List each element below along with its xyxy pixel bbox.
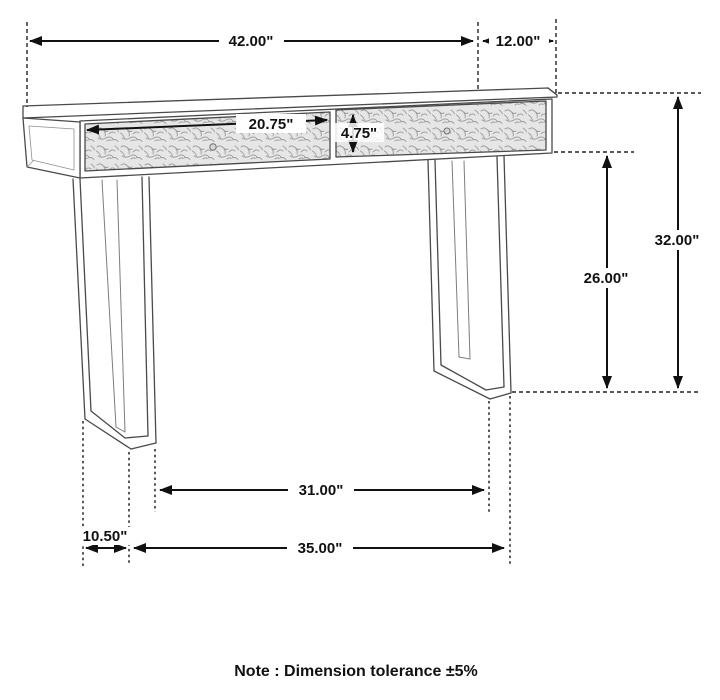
right-drawer-knob: [444, 128, 450, 134]
left-leg: [73, 177, 156, 449]
overall-height-label: 32.00": [654, 232, 700, 249]
left-drawer-knob: [210, 144, 216, 150]
inner-leg-span-label: 31.00": [298, 482, 344, 499]
top-width-label: 42.00": [228, 33, 274, 50]
outer-leg-span-label: 35.00": [297, 540, 343, 557]
right-leg: [428, 156, 511, 399]
tolerance-note: Note : Dimension tolerance ±5%: [234, 663, 478, 680]
leg-depth-label: 10.50": [82, 528, 128, 545]
clearance-height-label: 26.00": [583, 270, 629, 287]
drawer-width-label: 20.75": [248, 116, 294, 133]
table-sketch: [23, 88, 557, 449]
side-depth-label: 12.00": [495, 33, 541, 50]
drawer-height-label: 4.75": [340, 125, 378, 142]
